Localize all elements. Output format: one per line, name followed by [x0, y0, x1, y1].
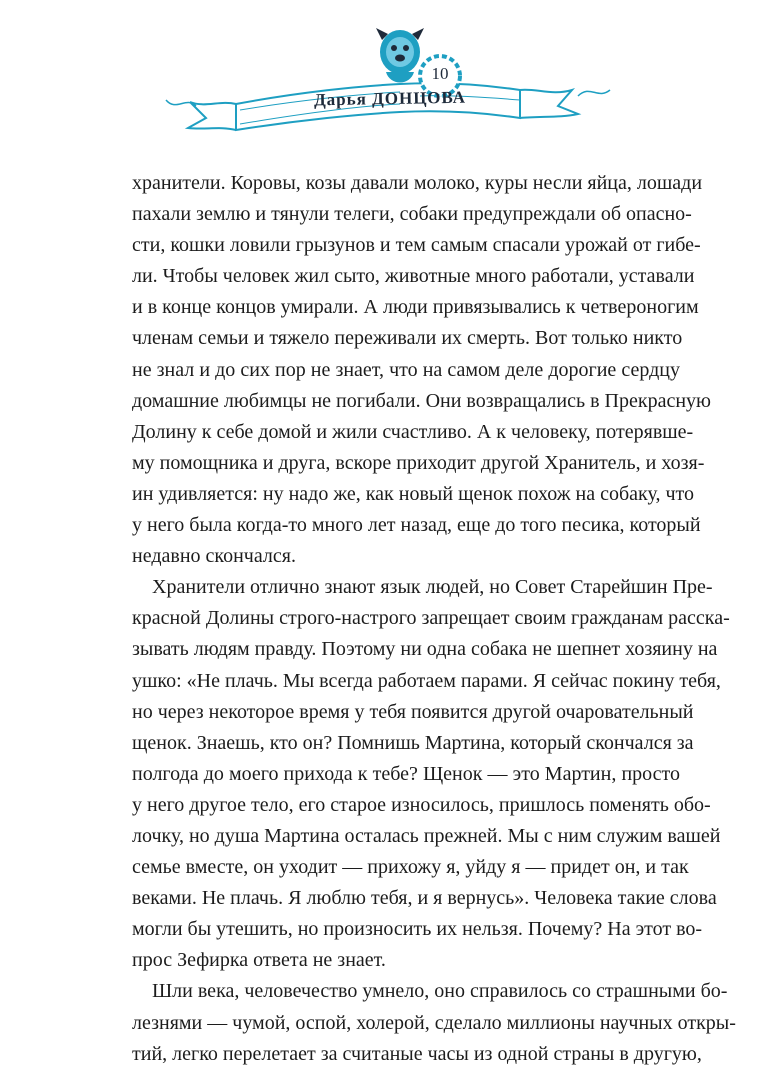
text-line: тий, легко перелетает за считаные часы из одной страны в другую, [132, 1042, 702, 1065]
text-line: лезнями — чумой, оспой, холерой, сделало миллионы научных откры- [132, 1011, 736, 1034]
text-line: веками. Не плачь. Я люблю тебя, и я вернусь». Человека такие слова [132, 887, 717, 910]
text-line: Долину к себе домой и жили счастливо. А к человеку, потерявше- [132, 420, 694, 443]
text-line: членам семьи и тяжело переживали их смерть. Вот только никто [132, 327, 683, 350]
text-line: домашние любимцы не погибали. Они возвращались в Прекрасную [132, 389, 711, 412]
text-line: у него другое тело, его старое износилось, пришлось поменять обо- [132, 793, 711, 816]
text-line: но через некоторое время у тебя появится другой очаровательный [132, 700, 694, 723]
text-line: полгода до моего прихода к тебе? Щенок — это Мартин, просто [132, 762, 680, 785]
text-line: Хранители отлично знают язык людей, но Совет Старейшин Пре- [152, 576, 713, 599]
text-line: сти, кошки ловили грызунов и тем самым спасали урожай от гибе- [132, 234, 701, 257]
text-line: красной Долины строго-настрого запрещает своим гражданам расска- [132, 607, 730, 630]
text-line: зывать людям правду. Поэтому ни одна собака не шепнет хозяину на [132, 638, 718, 661]
text-line: лочку, но душа Мартина осталась прежней. Мы с ним служим вашей [132, 824, 721, 847]
text-line: семье вместе, он уходит — прихожу я, уйду я — придет он, и так [132, 856, 689, 879]
paragraph [132, 976, 736, 1069]
text-line: щенок. Знаешь, кто он? Помнишь Мартина, который скончался за [132, 731, 694, 754]
body-text [132, 168, 736, 1070]
text-line: хранители. Коровы, козы давали молоко, куры несли яйца, лошади [132, 172, 703, 194]
text-line: му помощника и друга, вскоре приходит другой Хранитель, и хозя- [132, 451, 705, 474]
text-line: Шли века, человечество умнело, оно справилось со страшными бо- [152, 980, 728, 1003]
text-line: ин удивляется: ну надо же, как новый щенок похож на собаку, что [132, 482, 695, 505]
text-line: и в конце концов умирали. А люди привязывались к четвероногим [132, 296, 699, 319]
pug-medallion-icon [360, 16, 470, 98]
text-line: пахали землю и тянули телеги, собаки предупреждали об опасно- [132, 203, 692, 226]
paragraph [132, 168, 711, 572]
text-line: прос Зефирка ответа не знает. [132, 949, 386, 972]
text-line: недавно скончался. [132, 545, 296, 568]
text-line: могли бы утешить, но произносить их нельзя. Почему? На этот во- [132, 918, 703, 941]
author-name: Дарья ДОНЦОВА [313, 87, 467, 110]
text-line: ли. Чтобы человек жил сыто, животные много работали, уставали [132, 265, 695, 288]
text-line: ушко: «Не плачь. Мы всегда работаем парами. Я сейчас покину тебя, [132, 669, 721, 692]
text-line: у него была когда-то много лет назад, еще до того песика, который [132, 514, 701, 537]
text-line: не знал и до сих пор не знает, что на самом деле дорогие сердцу [132, 358, 680, 381]
paragraph [132, 572, 730, 976]
page-number: 10 [431, 64, 449, 83]
